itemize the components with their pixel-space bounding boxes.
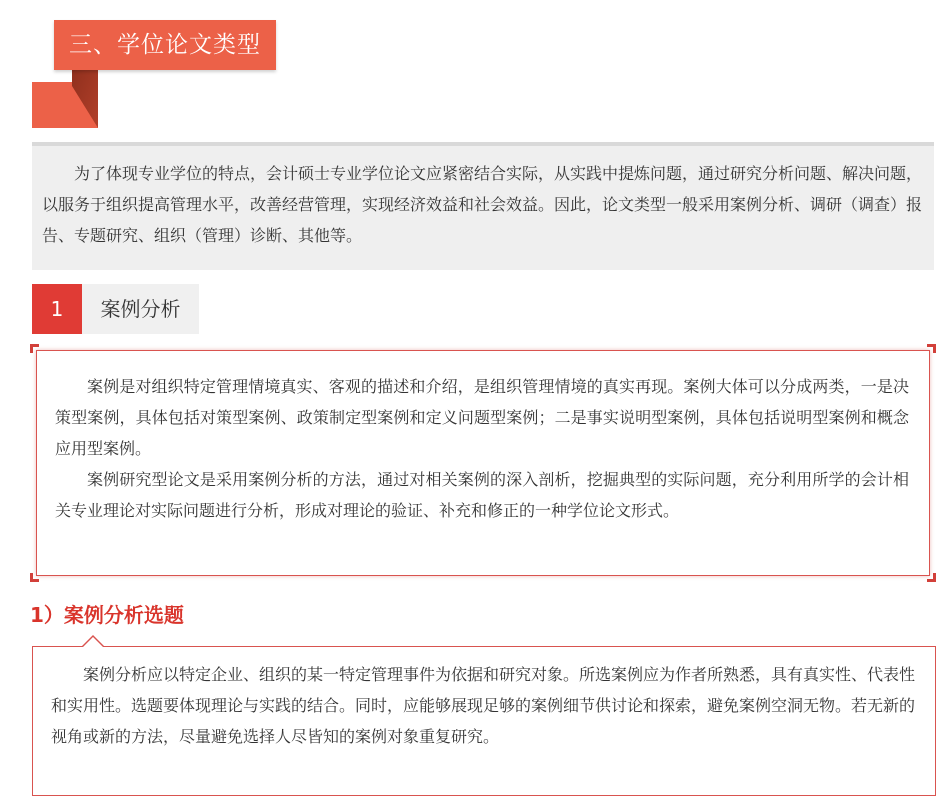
definition-frame	[30, 344, 936, 582]
definition-box	[36, 350, 930, 576]
topic-paragraph: 案例分析应以特定企业、组织的某一特定管理事件为依据和研究对象。所选案例应为作者所熟悉，具有真实性、代表性和实用性。选题要体现理论与实践的结合。同时，应能够展现足够的案例细节供讨论和探索，避免案例空洞无物。若无新的视角或新的方法，尽量避免选择人尽皆知的案例对象重复研究。	[51, 665, 916, 746]
definition-paragraph: 案例是对组织特定管理情境真实、客观的描述和介绍，是组织管理情境的真实再现。案例大体可以分成两类，一是决策型案例，具体包括对策型案例、政策制定型案例和定义问题型案例；二是事实说明型案例，具体包括说明型案例和概念应用型案例。	[55, 377, 909, 458]
intro-paragraph: 为了体现专业学位的特点，会计硕士专业学位论文应紧密结合实际，从实践中提炼问题，通过研究分析问题、解决问题，以服务于组织提高管理水平，改善经营管理，实现经济效益和社会效益。因此，论文类型一般采用案例分析、调研（调查）报告、专题研究、组织（管理）诊断、其他等。	[42, 164, 923, 245]
subsection-title: 案例分析	[82, 284, 199, 334]
topic-heading: 1）案例分析选题	[30, 603, 184, 627]
speech-pointer-fill	[82, 637, 104, 648]
subsection-number: 1	[32, 284, 82, 334]
topic-box	[32, 646, 936, 796]
section-title: 三、学位论文类型	[54, 20, 276, 70]
definition-paragraph: 案例研究型论文是采用案例分析的方法，通过对相关案例的深入剖析，挖掘典型的实际问题，充分利用所学的会计相关专业理论对实际问题进行分析，形成对理论的验证、补充和修正的一种学位论文形式。	[55, 470, 909, 520]
intro-box	[32, 142, 934, 270]
